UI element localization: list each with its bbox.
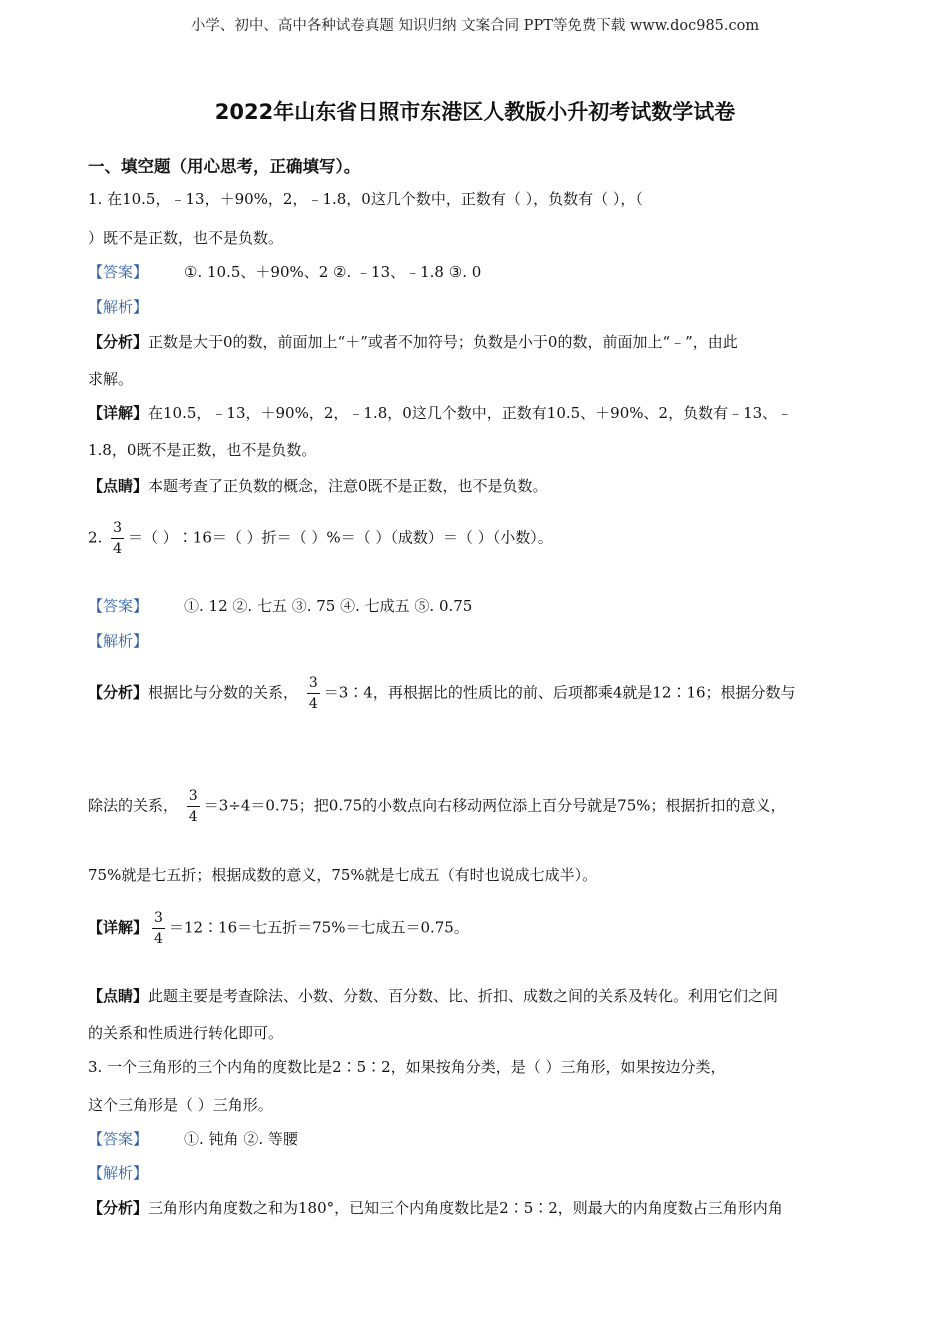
q1-analysis-label: 【解析】 (88, 298, 149, 316)
q3-analysis-label: 【解析】 (88, 1164, 149, 1182)
q2-number: 2. (88, 528, 103, 547)
dianjing-label: 【点睛】 (88, 477, 149, 495)
q2-analysis-label: 【解析】 (88, 632, 149, 650)
q1-answer-row (88, 262, 481, 282)
q2-answer: ①. 12 ②. 七五 ③. 75 ④. 七成五 ⑤. 0.75 (184, 597, 473, 615)
q1-line2: ）既不是正数，也不是负数。 (88, 229, 284, 247)
q1-xiangjie-row (88, 403, 792, 423)
q1-dianjing-row (88, 476, 548, 496)
fraction-3-4: $\frac{3}{4}$ (113, 520, 123, 557)
q2-fenxi-c: 除法的关系， (88, 796, 179, 815)
answer-label: 【答案】 (88, 263, 149, 281)
q2-fenxi-row2 (88, 788, 786, 825)
q2-dianjing-1: 此题主要是考查除法、小数、分数、百分数、比、折扣、成数之间的关系及转化。利用它们之间 (148, 987, 779, 1005)
q1-line1: 1. 在10.5，﹣13，＋90%，2，﹣1.8，0这几个数中，正数有（ ），负数有（ ），（ (88, 190, 643, 208)
q2-dianjing-2: 的关系和性质进行转化即可。 (88, 1024, 284, 1042)
fraction-3-4: $\frac{3}{4}$ (308, 675, 318, 712)
page-title: 2022年山东省日照市东港区人教版小升初考试数学试卷 (214, 100, 736, 124)
page-header: 小学、初中、高中各种试卷真题 知识归纳 文案合同 PPT等免费下载 www.doc985.com (190, 18, 760, 34)
q2-rest: ＝（ ）∶16＝（ ）折＝（ ）%＝（ ）（成数）＝（ ）（小数）。 (128, 528, 553, 547)
q2-line (88, 520, 553, 557)
dianjing-label: 【点睛】 (88, 987, 149, 1005)
answer-label: 【答案】 (88, 1130, 149, 1148)
q1-fenxi-1: 正数是大于0的数，前面加上“＋”或者不加符号；负数是小于0的数，前面加上“﹣”，由此 (148, 333, 738, 351)
fenxi-label: 【分析】 (88, 1199, 149, 1217)
q3-line1: 3. 一个三角形的三个内角的度数比是2∶5∶2，如果按角分类，是（ ）三角形，如果按边分类， (88, 1058, 726, 1076)
q1-fenxi-row (88, 332, 738, 352)
q2-dianjing-row (88, 986, 778, 1006)
fenxi-label: 【分析】 (88, 333, 149, 351)
q2-fenxi-d: ＝3÷4＝0.75；把0.75的小数点向右移动两位添上百分号就是75%；根据折扣的意义， (203, 796, 786, 815)
q2-answer-row (88, 596, 472, 616)
q3-fenxi-row (88, 1198, 783, 1218)
q3-answer: ①. 钝角 ②. 等腰 (184, 1130, 298, 1148)
q3-line2: 这个三角形是（ ）三角形。 (88, 1096, 273, 1114)
q1-dianjing: 本题考查了正负数的概念，注意0既不是正数，也不是负数。 (148, 477, 548, 495)
q2-fenxi-e: 75%就是七五折；根据成数的意义，75%就是七成五（有时也说成七成半）。 (88, 866, 598, 884)
q1-xiangjie-2: 1.8，0既不是正数，也不是负数。 (88, 441, 317, 459)
q2-xiangjie-row (88, 910, 469, 947)
fenxi-label: 【分析】 (88, 683, 149, 702)
q2-fenxi-a: 根据比与分数的关系， (148, 683, 299, 702)
q2-xiangjie: ＝12∶16＝七五折＝75%＝七成五＝0.75。 (168, 918, 469, 937)
q1-answer: ①. 10.5、＋90%、2 ②. ﹣13、﹣1.8 ③. 0 (184, 263, 482, 281)
q3-answer-row (88, 1129, 298, 1149)
q1-xiangjie-1: 在10.5，﹣13，＋90%，2，﹣1.8，0这几个数中，正数有10.5、＋90%、2，负数有﹣13、﹣ (148, 404, 793, 422)
q2-fenxi-b: ＝3∶4，再根据比的性质比的前、后项都乘4就是12∶16；根据分数与 (323, 683, 796, 702)
fraction-3-4: $\frac{3}{4}$ (188, 788, 198, 825)
xiangjie-label: 【详解】 (88, 918, 149, 937)
q1-fenxi-2: 求解。 (88, 370, 134, 388)
q3-fenxi: 三角形内角度数之和为180°，已知三个内角度数比是2∶5∶2，则最大的内角度数占三角形内角 (148, 1199, 783, 1217)
section-heading: 一、填空题（用心思考，正确填写）。 (88, 157, 361, 176)
fraction-3-4: $\frac{3}{4}$ (154, 910, 163, 947)
answer-label: 【答案】 (88, 597, 149, 615)
q2-fenxi-row1 (88, 675, 796, 712)
xiangjie-label: 【详解】 (88, 404, 149, 422)
